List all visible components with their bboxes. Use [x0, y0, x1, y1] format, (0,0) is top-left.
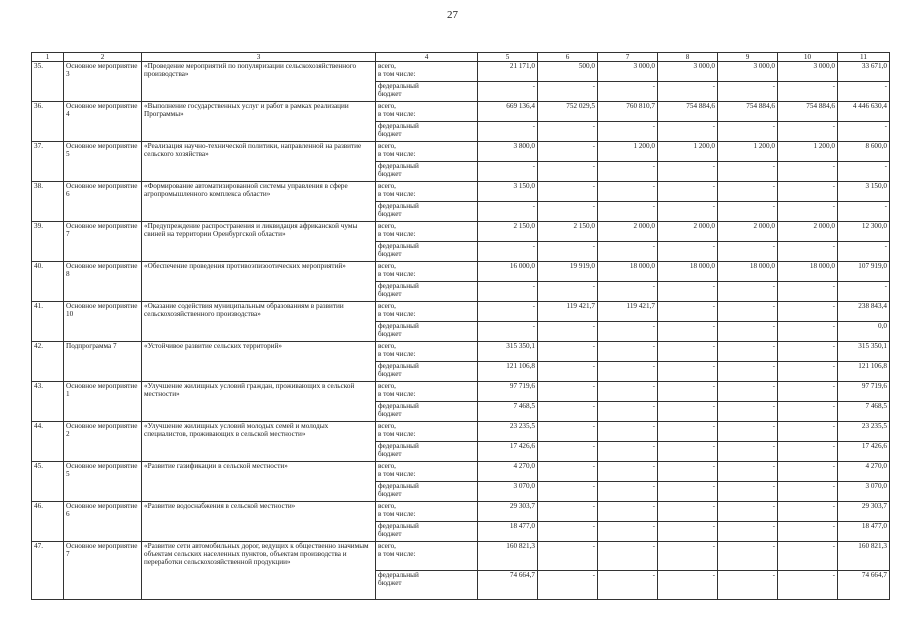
value-cell: 29 303,7 [478, 502, 538, 522]
value-cell: 2 150,0 [478, 222, 538, 242]
value-cell: 315 350,1 [478, 342, 538, 362]
column-header: 5 [478, 53, 538, 62]
value-cell: - [718, 322, 778, 342]
value-cell: - [538, 162, 598, 182]
row-label-total: всего, в том числе: [376, 502, 478, 522]
value-cell: 18 000,0 [778, 262, 838, 282]
value-cell: 29 303,7 [838, 502, 890, 522]
value-cell: 669 136,4 [478, 102, 538, 122]
value-cell: - [658, 522, 718, 542]
row-number: 44. [32, 422, 64, 462]
value-cell: - [778, 482, 838, 502]
row-label-federal: федеральный бюджет [376, 202, 478, 222]
value-cell: - [778, 282, 838, 302]
value-cell: - [658, 442, 718, 462]
value-cell: - [598, 182, 658, 202]
value-cell: 97 719,6 [478, 382, 538, 402]
column-header: 6 [538, 53, 598, 62]
value-cell: 2 000,0 [778, 222, 838, 242]
value-cell: - [778, 522, 838, 542]
value-cell: 3 070,0 [838, 482, 890, 502]
row-number: 46. [32, 502, 64, 542]
value-cell: - [658, 542, 718, 571]
value-cell: 1 200,0 [598, 142, 658, 162]
row-name: Основное мероприятие 4 [64, 102, 142, 142]
value-cell: - [718, 182, 778, 202]
row-label-federal: федеральный бюджет [376, 242, 478, 262]
value-cell: - [658, 482, 718, 502]
value-cell: - [658, 422, 718, 442]
value-cell: - [538, 422, 598, 442]
value-cell: - [658, 502, 718, 522]
row-number: 39. [32, 222, 64, 262]
value-cell: - [598, 322, 658, 342]
row-name: Основное мероприятие 3 [64, 62, 142, 102]
row-label-federal: федеральный бюджет [376, 362, 478, 382]
row-label-federal: федеральный бюджет [376, 442, 478, 462]
value-cell: 4 270,0 [838, 462, 890, 482]
column-header: 10 [778, 53, 838, 62]
value-cell: - [658, 242, 718, 262]
value-cell: 3 000,0 [778, 62, 838, 82]
value-cell: - [538, 202, 598, 222]
value-cell: - [598, 122, 658, 142]
value-cell: - [658, 162, 718, 182]
value-cell: - [718, 242, 778, 262]
value-cell: - [718, 362, 778, 382]
row-label-total: всего, в том числе: [376, 462, 478, 482]
row-description: «Развитие водоснабжения в сельской местности» [142, 502, 376, 542]
value-cell: - [778, 362, 838, 382]
row-name: Основное мероприятие 7 [64, 542, 142, 600]
value-cell: - [838, 242, 890, 262]
value-cell: 2 000,0 [598, 222, 658, 242]
value-cell: - [598, 202, 658, 222]
value-cell: 500,0 [538, 62, 598, 82]
row-description: «Развитие сети автомобильных дорог, ведущих к общественно значимым объектам сельских населенных пунктов, объектам производства и переработки сельскохозяйственной продукции» [142, 542, 376, 600]
value-cell: - [598, 442, 658, 462]
column-header: 9 [718, 53, 778, 62]
value-cell: - [718, 342, 778, 362]
row-name: Подпрограмма 7 [64, 342, 142, 382]
row-number: 38. [32, 182, 64, 222]
table-body [32, 53, 890, 600]
row-label-federal: федеральный бюджет [376, 82, 478, 102]
value-cell: - [718, 542, 778, 571]
value-cell: - [718, 82, 778, 102]
value-cell: - [718, 162, 778, 182]
value-cell: - [778, 122, 838, 142]
value-cell: 2 000,0 [718, 222, 778, 242]
row-name: Основное мероприятие 7 [64, 222, 142, 262]
row-description: «Обеспечение проведения противоэпизоотических мероприятий» [142, 262, 376, 302]
value-cell: - [838, 202, 890, 222]
value-cell: - [478, 82, 538, 102]
value-cell: - [778, 242, 838, 262]
row-label-federal: федеральный бюджет [376, 522, 478, 542]
value-cell: 3 000,0 [598, 62, 658, 82]
value-cell: 2 150,0 [538, 222, 598, 242]
value-cell: 74 664,7 [838, 571, 890, 600]
value-cell: - [598, 522, 658, 542]
value-cell: - [538, 542, 598, 571]
row-number: 35. [32, 62, 64, 102]
value-cell: - [718, 122, 778, 142]
value-cell: - [598, 362, 658, 382]
value-cell: 8 600,0 [838, 142, 890, 162]
row-description: «Оказание содействия муниципальным образованиям в развитии сельскохозяйственного производства» [142, 302, 376, 342]
row-description: «Устойчивое развитие сельских территорий» [142, 342, 376, 382]
row-label-total: всего, в том числе: [376, 142, 478, 162]
row-description: «Улучшение жилищных условий молодых семей и молодых специалистов, проживающих в сельской местности» [142, 422, 376, 462]
value-cell: - [598, 462, 658, 482]
row-description: «Проведение мероприятий по популяризации сельскохозяйственного производства» [142, 62, 376, 102]
value-cell: 1 200,0 [718, 142, 778, 162]
row-name: Основное мероприятие 5 [64, 142, 142, 182]
value-cell: 754 884,6 [778, 102, 838, 122]
value-cell: - [478, 202, 538, 222]
value-cell: - [718, 402, 778, 422]
value-cell: - [778, 442, 838, 462]
value-cell: 17 426,6 [838, 442, 890, 462]
value-cell: - [778, 162, 838, 182]
value-cell: 107 919,0 [838, 262, 890, 282]
page-number: 27 [447, 9, 458, 21]
row-label-total: всего, в том числе: [376, 62, 478, 82]
value-cell: 1 200,0 [658, 142, 718, 162]
value-cell: 7 468,5 [478, 402, 538, 422]
row-name: Основное мероприятие 2 [64, 422, 142, 462]
row-label-federal: федеральный бюджет [376, 162, 478, 182]
column-header: 7 [598, 53, 658, 62]
value-cell: 3 070,0 [478, 482, 538, 502]
row-label-total: всего, в том числе: [376, 222, 478, 242]
value-cell: - [718, 442, 778, 462]
value-cell: - [718, 422, 778, 442]
value-cell: 18 000,0 [718, 262, 778, 282]
value-cell: - [658, 202, 718, 222]
value-cell: - [778, 322, 838, 342]
value-cell: - [778, 382, 838, 402]
value-cell: 7 468,5 [838, 402, 890, 422]
value-cell: - [598, 162, 658, 182]
value-cell: - [778, 82, 838, 102]
column-header: 3 [142, 53, 376, 62]
row-number: 45. [32, 462, 64, 502]
table-row [32, 462, 890, 482]
table-row [32, 222, 890, 242]
value-cell: 4 270,0 [478, 462, 538, 482]
value-cell: 21 171,0 [478, 62, 538, 82]
value-cell: 18 477,0 [478, 522, 538, 542]
table-row [32, 422, 890, 442]
row-label-federal: федеральный бюджет [376, 122, 478, 142]
row-number: 36. [32, 102, 64, 142]
value-cell: - [478, 162, 538, 182]
value-cell: 17 426,6 [478, 442, 538, 462]
value-cell: - [718, 282, 778, 302]
value-cell: - [658, 322, 718, 342]
value-cell: 160 821,3 [838, 542, 890, 571]
value-cell: - [718, 202, 778, 222]
row-number: 43. [32, 382, 64, 422]
value-cell: - [598, 382, 658, 402]
row-name: Основное мероприятие 6 [64, 182, 142, 222]
table-row [32, 542, 890, 571]
row-label-federal: федеральный бюджет [376, 571, 478, 600]
row-name: Основное мероприятие 6 [64, 502, 142, 542]
row-number: 37. [32, 142, 64, 182]
value-cell: 19 919,0 [538, 262, 598, 282]
value-cell: - [658, 462, 718, 482]
row-description: «Предупреждение распространения и ликвидация африканской чумы свиней на территории Оренбургской области» [142, 222, 376, 262]
value-cell: - [538, 571, 598, 600]
value-cell: 33 671,0 [838, 62, 890, 82]
value-cell: - [658, 182, 718, 202]
value-cell: - [778, 571, 838, 600]
value-cell: - [718, 302, 778, 322]
value-cell: - [778, 462, 838, 482]
table-row [32, 502, 890, 522]
value-cell: - [478, 122, 538, 142]
row-label-total: всего, в том числе: [376, 302, 478, 322]
row-name: Основное мероприятие 10 [64, 302, 142, 342]
value-cell: - [658, 362, 718, 382]
value-cell: - [538, 142, 598, 162]
value-cell: - [658, 402, 718, 422]
value-cell: 1 200,0 [778, 142, 838, 162]
row-name: Основное мероприятие 8 [64, 262, 142, 302]
row-label-total: всего, в том числе: [376, 542, 478, 571]
budget-table [31, 52, 890, 600]
value-cell: - [838, 82, 890, 102]
value-cell: - [658, 342, 718, 362]
value-cell: 754 884,6 [718, 102, 778, 122]
value-cell: - [598, 502, 658, 522]
row-label-total: всего, в том числе: [376, 102, 478, 122]
column-header: 11 [838, 53, 890, 62]
value-cell: 754 884,6 [658, 102, 718, 122]
value-cell: 121 106,8 [478, 362, 538, 382]
column-header: 4 [376, 53, 478, 62]
value-cell: - [538, 182, 598, 202]
row-label-total: всего, в том числе: [376, 382, 478, 402]
table-row [32, 62, 890, 82]
row-number: 47. [32, 542, 64, 600]
table-row [32, 102, 890, 122]
value-cell: - [598, 242, 658, 262]
value-cell: - [598, 542, 658, 571]
table-row [32, 342, 890, 362]
table-row [32, 142, 890, 162]
value-cell: 74 664,7 [478, 571, 538, 600]
value-cell: - [598, 482, 658, 502]
value-cell: - [478, 302, 538, 322]
value-cell: - [778, 422, 838, 442]
value-cell: - [838, 162, 890, 182]
row-label-total: всего, в том числе: [376, 342, 478, 362]
value-cell: - [478, 282, 538, 302]
value-cell: - [538, 282, 598, 302]
value-cell: - [658, 282, 718, 302]
value-cell: 23 235,5 [838, 422, 890, 442]
value-cell: - [598, 571, 658, 600]
value-cell: 2 000,0 [658, 222, 718, 242]
value-cell: 3 150,0 [478, 182, 538, 202]
row-label-federal: федеральный бюджет [376, 402, 478, 422]
value-cell: 119 421,7 [598, 302, 658, 322]
value-cell: - [658, 122, 718, 142]
value-cell: - [658, 82, 718, 102]
value-cell: - [478, 322, 538, 342]
value-cell: - [778, 182, 838, 202]
row-name: Основное мероприятие 1 [64, 382, 142, 422]
value-cell: 0,0 [838, 322, 890, 342]
value-cell: - [778, 502, 838, 522]
row-description: «Выполнение государственных услуг и работ в рамках реализации Программы» [142, 102, 376, 142]
value-cell: - [538, 502, 598, 522]
value-cell: 12 300,0 [838, 222, 890, 242]
row-name: Основное мероприятие 5 [64, 462, 142, 502]
value-cell: 23 235,5 [478, 422, 538, 442]
value-cell: - [658, 571, 718, 600]
value-cell: - [538, 322, 598, 342]
value-cell: - [718, 382, 778, 402]
value-cell: 315 350,1 [838, 342, 890, 362]
row-label-total: всего, в том числе: [376, 262, 478, 282]
value-cell: - [538, 82, 598, 102]
value-cell: - [778, 342, 838, 362]
value-cell: - [718, 502, 778, 522]
value-cell: 238 843,4 [838, 302, 890, 322]
value-cell: 4 446 630,4 [838, 102, 890, 122]
value-cell: - [538, 402, 598, 422]
value-cell: 97 719,6 [838, 382, 890, 402]
row-description: «Реализация научно-технической политики, направленной на развитие сельского хозяйства» [142, 142, 376, 182]
value-cell: - [838, 122, 890, 142]
value-cell: 18 000,0 [598, 262, 658, 282]
value-cell: 16 000,0 [478, 262, 538, 282]
row-description: «Развитие газификации в сельской местности» [142, 462, 376, 502]
value-cell: 18 000,0 [658, 262, 718, 282]
value-cell: - [478, 242, 538, 262]
value-cell: - [598, 342, 658, 362]
value-cell: - [778, 302, 838, 322]
value-cell: 121 106,8 [838, 362, 890, 382]
value-cell: - [538, 482, 598, 502]
row-label-total: всего, в том числе: [376, 182, 478, 202]
row-number: 42. [32, 342, 64, 382]
row-number: 40. [32, 262, 64, 302]
value-cell: 3 000,0 [718, 62, 778, 82]
column-header: 1 [32, 53, 64, 62]
table-row [32, 302, 890, 322]
value-cell: 3 000,0 [658, 62, 718, 82]
value-cell: - [778, 542, 838, 571]
value-cell: - [538, 382, 598, 402]
value-cell: 752 029,5 [538, 102, 598, 122]
table-row [32, 182, 890, 202]
value-cell: - [718, 462, 778, 482]
value-cell: - [778, 202, 838, 222]
value-cell: 18 477,0 [838, 522, 890, 542]
row-label-federal: федеральный бюджет [376, 282, 478, 302]
value-cell: - [658, 302, 718, 322]
value-cell: - [538, 362, 598, 382]
value-cell: - [658, 382, 718, 402]
table-row [32, 262, 890, 282]
row-number: 41. [32, 302, 64, 342]
value-cell: 160 821,3 [478, 542, 538, 571]
header-row [32, 53, 890, 62]
value-cell: - [598, 82, 658, 102]
row-label-federal: федеральный бюджет [376, 482, 478, 502]
row-description: «Формирование автоматизированной системы управления в сфере агропромышленного комплекса области» [142, 182, 376, 222]
value-cell: - [598, 422, 658, 442]
value-cell: - [538, 342, 598, 362]
row-description: «Улучшение жилищных условий граждан, проживающих в сельской местности» [142, 382, 376, 422]
value-cell: - [538, 522, 598, 542]
table-row [32, 382, 890, 402]
value-cell: - [538, 442, 598, 462]
value-cell: 3 800,0 [478, 142, 538, 162]
value-cell: - [718, 522, 778, 542]
value-cell: - [718, 482, 778, 502]
value-cell: - [598, 282, 658, 302]
value-cell: 119 421,7 [538, 302, 598, 322]
value-cell: - [718, 571, 778, 600]
value-cell: 760 810,7 [598, 102, 658, 122]
value-cell: - [598, 402, 658, 422]
column-header: 8 [658, 53, 718, 62]
value-cell: - [538, 462, 598, 482]
value-cell: - [538, 242, 598, 262]
value-cell: - [838, 282, 890, 302]
row-label-federal: федеральный бюджет [376, 322, 478, 342]
row-label-total: всего, в том числе: [376, 422, 478, 442]
value-cell: 3 150,0 [838, 182, 890, 202]
column-header: 2 [64, 53, 142, 62]
value-cell: - [778, 402, 838, 422]
value-cell: - [538, 122, 598, 142]
